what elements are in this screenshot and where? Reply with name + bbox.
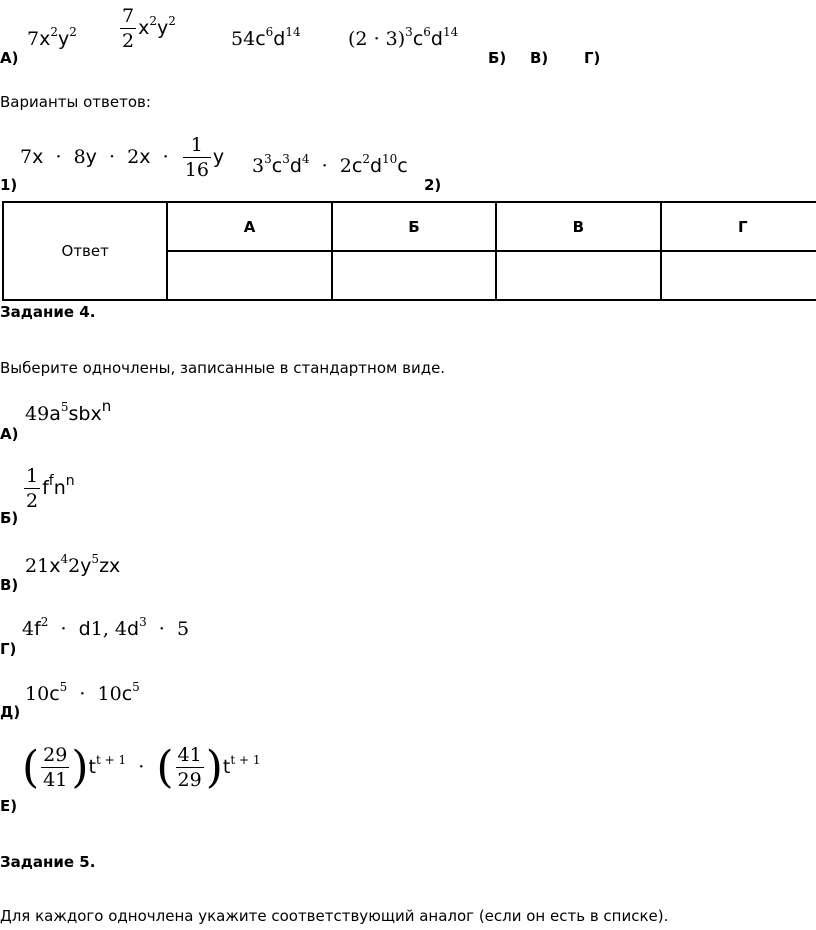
task4-expression-d: $10c^5 \cdot 10c^5$ xyxy=(25,680,140,705)
variant-expression-1: 7x · 8y · 2x · $\frac{1}{16}$ y xyxy=(20,134,225,181)
task4-expression-e: ( $\frac{29}{41}$ )$t^{t + 1}$ · ( $\frac{41}{29}$ )$t^{t + 1}$ xyxy=(22,741,261,793)
variant-label-1: 1) xyxy=(0,176,18,194)
task4-label-g: Г) xyxy=(0,640,17,658)
task4-label-e: Е) xyxy=(0,797,18,815)
answer-header-g: Г xyxy=(661,202,816,251)
answer-row-label: Ответ xyxy=(3,202,167,300)
top-expression-v: $54c^6d^{14}$ xyxy=(231,25,301,50)
task4-expression-v: $21x^42y^5zx$ xyxy=(25,552,121,577)
variant-label-2: 2) xyxy=(424,176,442,194)
task4-label-v: В) xyxy=(0,576,19,594)
task4-expression-g: $4f^2 \cdot d1$, $4d^3 \cdot 5$ xyxy=(22,615,190,640)
top-expression-a: $7x^2y^2$ xyxy=(27,25,77,50)
item-label-a: А) xyxy=(0,49,19,67)
answer-header-v: В xyxy=(496,202,660,251)
task5-title: Задание 5. xyxy=(0,853,96,871)
task4-label-a: А) xyxy=(0,425,19,443)
task4-label-b: Б) xyxy=(0,509,19,527)
task4-expression-a: $49a^5sbx^n$ xyxy=(25,397,112,425)
variants-title: Варианты ответов: xyxy=(0,93,151,111)
answer-table xyxy=(2,201,816,301)
answer-cell-a[interactable] xyxy=(167,251,331,300)
answer-cell-v[interactable] xyxy=(496,251,660,300)
top-expression-b: $\frac{7}{2}$ $x^2y^2$ xyxy=(122,5,176,52)
task5-prompt: Для каждого одночлена укажите соответствующий аналог (если он есть в списке). xyxy=(0,907,669,925)
answer-header-b: Б xyxy=(332,202,496,251)
answer-header-a: А xyxy=(167,202,331,251)
answer-cell-b[interactable] xyxy=(332,251,496,300)
top-expression-g: $(2 \cdot 3)^3c^6d^{14}$ xyxy=(348,25,459,50)
task4-expression-b: $\frac{1}{2}$ $f^fn^n$ xyxy=(26,465,75,512)
answer-cell-g[interactable] xyxy=(661,251,816,300)
task4-prompt: Выберите одночлены, записанные в стандартном виде. xyxy=(0,359,446,377)
variant-expression-2: $3^3c^3d^4 \cdot 2c^2d^{10}c$ xyxy=(252,152,408,177)
item-label-b: Б) xyxy=(488,49,507,67)
task4-title: Задание 4. xyxy=(0,303,96,321)
item-label-v: В) xyxy=(530,49,549,67)
item-label-g: Г) xyxy=(584,49,601,67)
task4-label-d: Д) xyxy=(0,703,21,721)
